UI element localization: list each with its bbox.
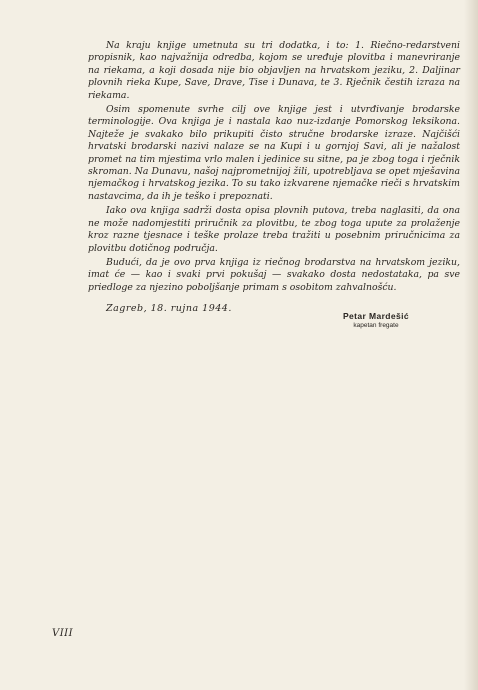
place-date: Zagreb, 18. rujna 1944. [106,303,232,314]
paragraph-appendices: Na kraju knjige umetnuta su tri dodatka, i to: 1. Riečno-redarstveni propisnik, kao najvažnija odredba, kojom se uređuje plovitba i manevriranje na riekama, a koji dosada nije bio objavljen na hrvatskom jeziku, 2. Daljinar plovnih rieka Kupe, Save, Drave, Tise i Dunava, te 3. Rječnik čestih izraza na riekama. [88,40,460,101]
author-title: kapetan fregate [353,322,399,329]
paragraph-terminology: Osim spomenute svrhe cilj ove knjige jest i utvrđivanje brodarske terminologije. Ova knjiga je i nastala kao nuz-izdanje Pomorskog leksikona. Najteže je svakako bilo prikupiti čisto stručne brodarske izraze. Najčišći hrvatski brodarski nazivi nalaze se na Kupi i u gornjoj Savi, ali je nažalost promet na tim mjestima vrlo malen i jedinice su sitne, pa je zbog toga i rječnik skroman. Na Dunavu, našoj najprometnijoj žili, upotrebljava se opet mješavina njemačkog i hrvatskog jezika. To su tako izkvarene njemačke rieči s hrvatskim nastavcima, da ih je teško i prepoznati. [88,104,460,202]
paragraph-navigation-guides: Iako ova knjiga sadrži dosta opisa plovnih putova, treba naglasiti, da ona ne može nadomjestiti priručnik za plovitbu, te zbog toga upute za prolaženje kroz razne tjesnace i teške prolaze treba tražiti u posebnim priručnicima za plovitbu dotičnog područja. [88,205,460,254]
paragraph-closing: Budući, da je ovo prva knjiga iz riečnog brodarstva na hrvatskom jeziku, imat će — kao i svaki prvi pokušaj — svakako dosta nedostataka, pa sve priedloge za njezino poboljšanje primam s osobitom zahvalnošću. [88,256,460,293]
author-name: Petar Mardešić [342,311,410,321]
preface-text [88,40,460,296]
signature-block [326,311,426,329]
page-number: VIII [52,628,74,639]
